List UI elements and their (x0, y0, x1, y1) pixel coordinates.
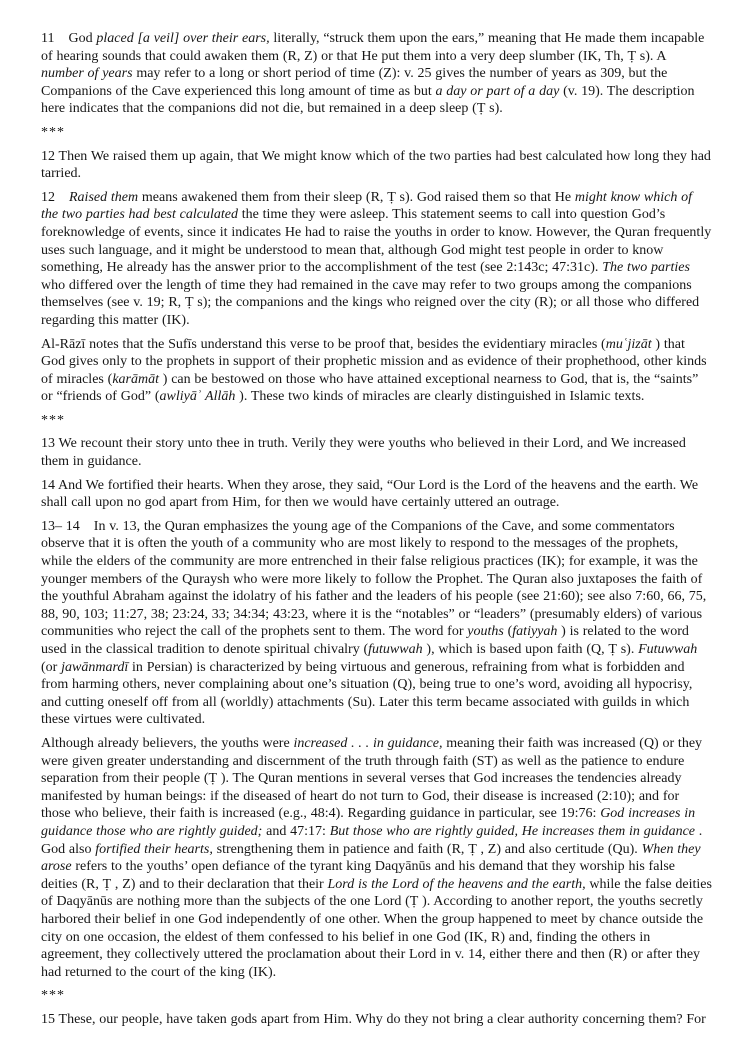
text-segment-italic: muʿjizāt (605, 336, 652, 352)
text-segment-italic: The two parties (602, 260, 690, 276)
text-segment: means awakened them from their sleep (R, Ṭ s). God raised them so that He (138, 189, 575, 205)
text-segment: literally, “struck them upon the ears,” meaning that He made them incapable of hearing sounds that could awaken them (R, Z) or that He put them into a very deep slumber (IK, Th, Ṭ s). A (41, 31, 705, 64)
text-segment-italic: But those who are rightly guided, He increases them in guidance (329, 823, 696, 839)
text-segment-italic: might know which of the two parties had best calculated (41, 189, 693, 223)
section-separator-2 (41, 412, 712, 430)
verse-text-15 (41, 1011, 712, 1029)
text-segment: ( (503, 624, 513, 640)
verse-text-14 (41, 477, 712, 512)
commentary-verse-11 (41, 30, 712, 118)
text-segment: (or (41, 659, 62, 675)
text-segment-italic: increased . . . in guidance, (293, 735, 443, 751)
text-segment: ). These two kinds of miracles are clearly distinguished in Islamic texts. (235, 389, 645, 405)
text-segment: may refer to a long or short period of time (Z): v. 25 gives the number of years as 309, but the Companions of the Cave experienced this long amount of time as but (41, 66, 668, 99)
text-segment-italic: awliyāʾ Allāh (159, 389, 236, 405)
text-segment: *** (41, 988, 65, 1004)
section-separator-1 (41, 124, 712, 142)
text-segment-italic: futuwwah (368, 642, 423, 657)
text-segment: *** (41, 124, 65, 140)
text-segment: ) can be bestowed on those who have attained exceptional nearness to God, that is, the “saints” or “friends of God” ( (41, 371, 699, 405)
text-segment: who differed over the length of time they had remained in the cave may refer to two groups among the companions themselves (see v. 19; R, Ṭ s); the companions and the kings who reigned over the city (R); or all those who differed regarding this matter (IK). (41, 277, 700, 328)
text-segment: 13– 14 In v. 13, the Quran emphasizes the young age of the Companions of the Cave, and some commentators observe that it is often the youth of a community who are most likely to respond to the messages of the prophets, while the elders of the community are more entrenched in their false religious practices (IK); for example, it was the younger members of the Quraysh who were more likely to follow the Prophet. The Quran also juxtaposes the faith of the youthful Abraham against the idolatry of his father and the leaders of his people (see 21:60); see also 7:60, 66, 75, 88, 90, 103; 11:27, 38; 23:24, 33; 34:34; 43:23, where it is the “notables” or “leaders” (presumably elders) of various communities who reject the call of the prophets sent to them. The word for (41, 518, 707, 640)
verse-text-12 (41, 148, 712, 183)
text-segment: meaning their faith was increased (Q) or they were given greater understanding and discernment of the truth through faith (ST) as well as the patience to endure separation from their people (Ṭ ). The Quran mentions in several verses that God increases the tendencies already manifested by human beings: if the diseased of heart do not turn to God, their disease is increased (2:10); and for those who believe, their faith is increased (e.g., 48:4). Regarding guidance in particular, see 19:76: (41, 735, 703, 822)
text-segment: 14 And We fortified their hearts. When they arose, they said, “Our Lord is the Lord of the heavens and the earth. We shall call upon no god apart from Him, for then we would have certainly uttered an outrage. (41, 477, 699, 511)
text-segment: 15 These, our people, have taken gods apart from Him. Why do they not bring a clear authority concerning them? For (41, 1011, 706, 1027)
section-separator-3 (41, 987, 712, 1005)
verse-text-13 (41, 435, 712, 470)
text-segment-italic: youths (467, 624, 504, 640)
commentary-verses-13-14 (41, 518, 712, 729)
text-segment: refers to the youths’ open defiance of the tyrant king Daqyānūs and his demand that they worship his false deities (R, Ṭ , Z) and to their declaration that their (41, 859, 675, 892)
commentary-verse-12 (41, 189, 712, 330)
text-segment: ), which is based upon faith (Q, Ṭ s). (422, 642, 639, 657)
text-segment-italic: number of years (41, 66, 133, 82)
text-segment: in Persian) is characterized by being virtuous and generous, refraining from what is forbidden and from harming others, never complaining about one’s situation (Q), being true to one’s word, avoiding all hypocrisy, and cutting oneself off from all (worldly) attachments (Su). Later this term became associated with guilds in which these virtues were cultivated. (41, 659, 693, 728)
commentary-al-razi (41, 336, 712, 406)
text-segment-italic: placed [a veil] over their ears, (96, 31, 270, 46)
text-segment-italic: karāmāt (112, 371, 159, 387)
text-segment: the time they were asleep. This statement seems to call into question God’s foreknowledge of events, since it indicates He had to raise the youths in order to know. However, the Quran frequently uses such language, and it might be understood to mean that, although God might test people in order to know something, He already has the answer prior to the accomplishment of the test (see 2:143c; 47:31c). (41, 207, 712, 276)
text-segment: 12 (41, 189, 69, 205)
text-segment: (v. 19). The description here indicates that the companions did not die, but remained in a deep sleep (Ṭ s). (41, 83, 695, 117)
text-segment-italic: When they arose (41, 841, 701, 875)
text-segment: ) that God gives only to the prophets in support of their prophetic mission and as evidence of their prophethood, other kinds of miracles ( (41, 336, 707, 387)
text-segment: ) is related to the word used in the classical tradition to denote spiritual chivalry ( (41, 624, 689, 657)
text-segment-italic: fortified their hearts, (95, 841, 213, 857)
text-segment-italic: Futuwwah (638, 642, 698, 657)
text-segment: 11 God (41, 31, 97, 46)
text-segment-italic: a day or part of a day (435, 83, 560, 99)
text-segment: . God also (41, 823, 703, 857)
text-segment: Al-Rāzī notes that the Sufīs understand this verse to be proof that, besides the evidentiary miracles ( (41, 336, 606, 352)
text-segment: 13 We recount their story unto thee in truth. Verily they were youths who believed in their Lord, and We increased them in guidance. (41, 436, 686, 470)
commentary-increased-in-guidance (41, 735, 712, 981)
text-segment: Although already believers, the youths were (41, 735, 294, 751)
text-segment-italic: Raised them (69, 189, 139, 205)
text-segment-italic: jawānmardī (61, 659, 129, 675)
text-segment: while the false deities of Daqyānūs are nothing more than the subjects of the one Lord (Ṭ ). According to another report, the youths secretly harbored their belief in one God independently of one other. When the group happened to meet by chance outside the city on one occasion, the eldest of them confessed to his belief in one God (IK, R) and, finding the others in agreement, they collectively uttered the proclamation about their Lord in v. 14, either there and then (R) or after they had returned to the court of the king (IK). (41, 876, 712, 980)
text-segment: 12 Then We raised them up again, that We might know which of the two parties had best calculated how long they had tarried. (41, 148, 711, 182)
text-segment-italic: fatiyyah (512, 624, 558, 640)
text-segment: *** (41, 412, 65, 428)
text-segment: and 47:17: (262, 823, 330, 839)
text-segment-italic: Lord is the Lord of the heavens and the earth, (327, 876, 586, 892)
text-segment-italic: God increases in guidance those who are rightly guided; (41, 806, 696, 839)
text-segment: strengthening them in patience and faith (R, Ṭ , Z) and also certitude (Qu). (212, 841, 642, 857)
